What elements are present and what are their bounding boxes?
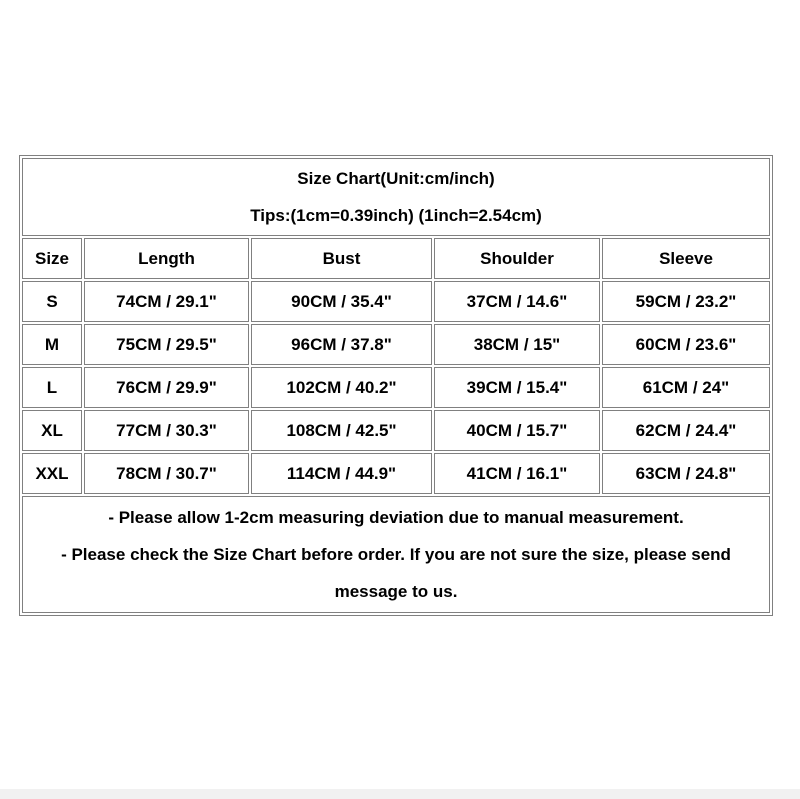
header-row	[22, 238, 770, 279]
sleeve-cell: 60CM / 23.6"	[602, 324, 770, 365]
header-bust: Bust	[251, 238, 432, 279]
table-row	[22, 324, 770, 365]
note-check-size-chart: - Please check the Size Chart before order. If you are not sure the size, please send message to us.	[61, 545, 731, 601]
table-row	[22, 367, 770, 408]
sleeve-cell: 59CM / 23.2"	[602, 281, 770, 322]
bust-cell: 90CM / 35.4"	[251, 281, 432, 322]
header-size: Size	[22, 238, 82, 279]
length-cell: 74CM / 29.1"	[84, 281, 249, 322]
table-row	[22, 281, 770, 322]
header-shoulder: Shoulder	[434, 238, 600, 279]
sleeve-cell: 61CM / 24"	[602, 367, 770, 408]
bust-cell: 108CM / 42.5"	[251, 410, 432, 451]
shoulder-cell: 39CM / 15.4"	[434, 367, 600, 408]
length-cell: 77CM / 30.3"	[84, 410, 249, 451]
shoulder-cell: 40CM / 15.7"	[434, 410, 600, 451]
table-row	[22, 453, 770, 494]
sleeve-cell: 62CM / 24.4"	[602, 410, 770, 451]
shoulder-cell: 38CM / 15"	[434, 324, 600, 365]
header-sleeve: Sleeve	[602, 238, 770, 279]
bottom-scroll-strip	[0, 789, 800, 799]
shoulder-cell: 37CM / 14.6"	[434, 281, 600, 322]
length-cell: 75CM / 29.5"	[84, 324, 249, 365]
table-row	[22, 410, 770, 451]
notes-cell	[22, 496, 770, 613]
header-length: Length	[84, 238, 249, 279]
chart-header-cell	[22, 158, 770, 236]
sleeve-cell: 63CM / 24.8"	[602, 453, 770, 494]
size-chart-table	[19, 155, 773, 616]
size-cell: S	[22, 281, 82, 322]
bust-cell: 102CM / 40.2"	[251, 367, 432, 408]
size-cell: L	[22, 367, 82, 408]
chart-title: Size Chart(Unit:cm/inch)	[297, 169, 495, 188]
size-cell: XXL	[22, 453, 82, 494]
chart-tips: Tips:(1cm=0.39inch) (1inch=2.54cm)	[250, 206, 542, 225]
size-cell: M	[22, 324, 82, 365]
length-cell: 78CM / 30.7"	[84, 453, 249, 494]
length-cell: 76CM / 29.9"	[84, 367, 249, 408]
shoulder-cell: 41CM / 16.1"	[434, 453, 600, 494]
bust-cell: 96CM / 37.8"	[251, 324, 432, 365]
bust-cell: 114CM / 44.9"	[251, 453, 432, 494]
size-cell: XL	[22, 410, 82, 451]
note-measuring-deviation: - Please allow 1-2cm measuring deviation due to manual measurement.	[108, 508, 684, 527]
